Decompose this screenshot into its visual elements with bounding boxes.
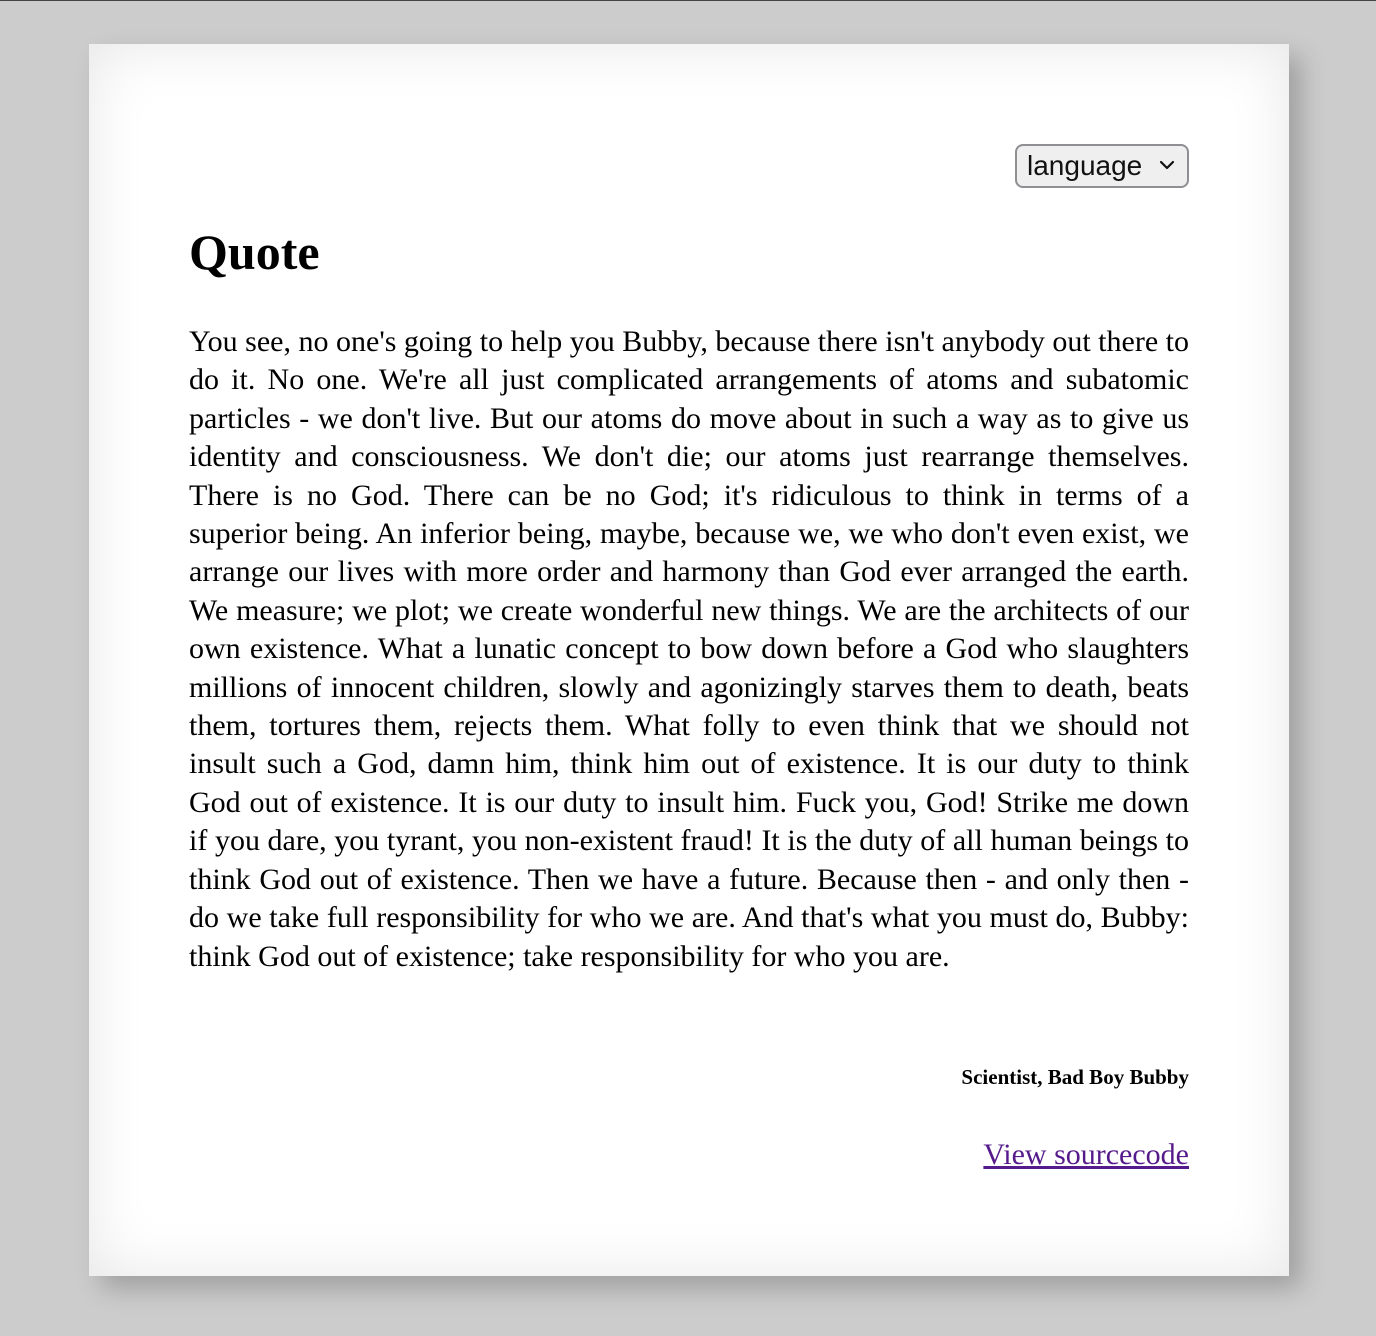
quote-card: [89, 44, 1289, 1276]
page-title: Quote: [189, 224, 320, 280]
language-select[interactable]: [1015, 144, 1189, 188]
quote-text: You see, no one's going to help you Bubby, because there isn't anybody out there to do it. No one. We're all just complicated arrangements of atoms and subatomic particles - we don't live. But our atoms do move about in such a way as to give us identity and consciousness. We don't die; our atoms just rearrange themselves. There is no God. There can be no God; it's ridiculous to think in terms of a superior being. An inferior being, maybe, because we, we who don't even exist, we arrange our lives with more order and harmony than God ever arranged the earth. We measure; we plot; we create wonderful new things. We are the architects of our own existence. What a lunatic concept to bow down before a God who slaughters millions of innocent children, slowly and agonizingly starves them to death, beats them, tortures them, rejects them. What folly to even think that we should not insult such a God, damn him, think him out of existence. It is our duty to think God out of existence. It is our duty to insult him. Fuck you, God! Strike me down if you dare, you tyrant, you non-existent fraud! It is the duty of all human beings to think God out of existence. Then we have a future. Because then - and only then - do we take full responsibility for who we are. And that's what you must do, Bubby: think God out of existence; take responsibility for who you are.: [189, 325, 1189, 973]
chevron-down-icon: [1159, 157, 1175, 173]
language-select-value: language: [1027, 150, 1143, 181]
view-sourcecode-link[interactable]: View sourcecode: [983, 1138, 1189, 1171]
window-top-border: [0, 0, 1376, 1]
quote-attribution: Scientist, Bad Boy Bubby: [961, 1065, 1189, 1089]
